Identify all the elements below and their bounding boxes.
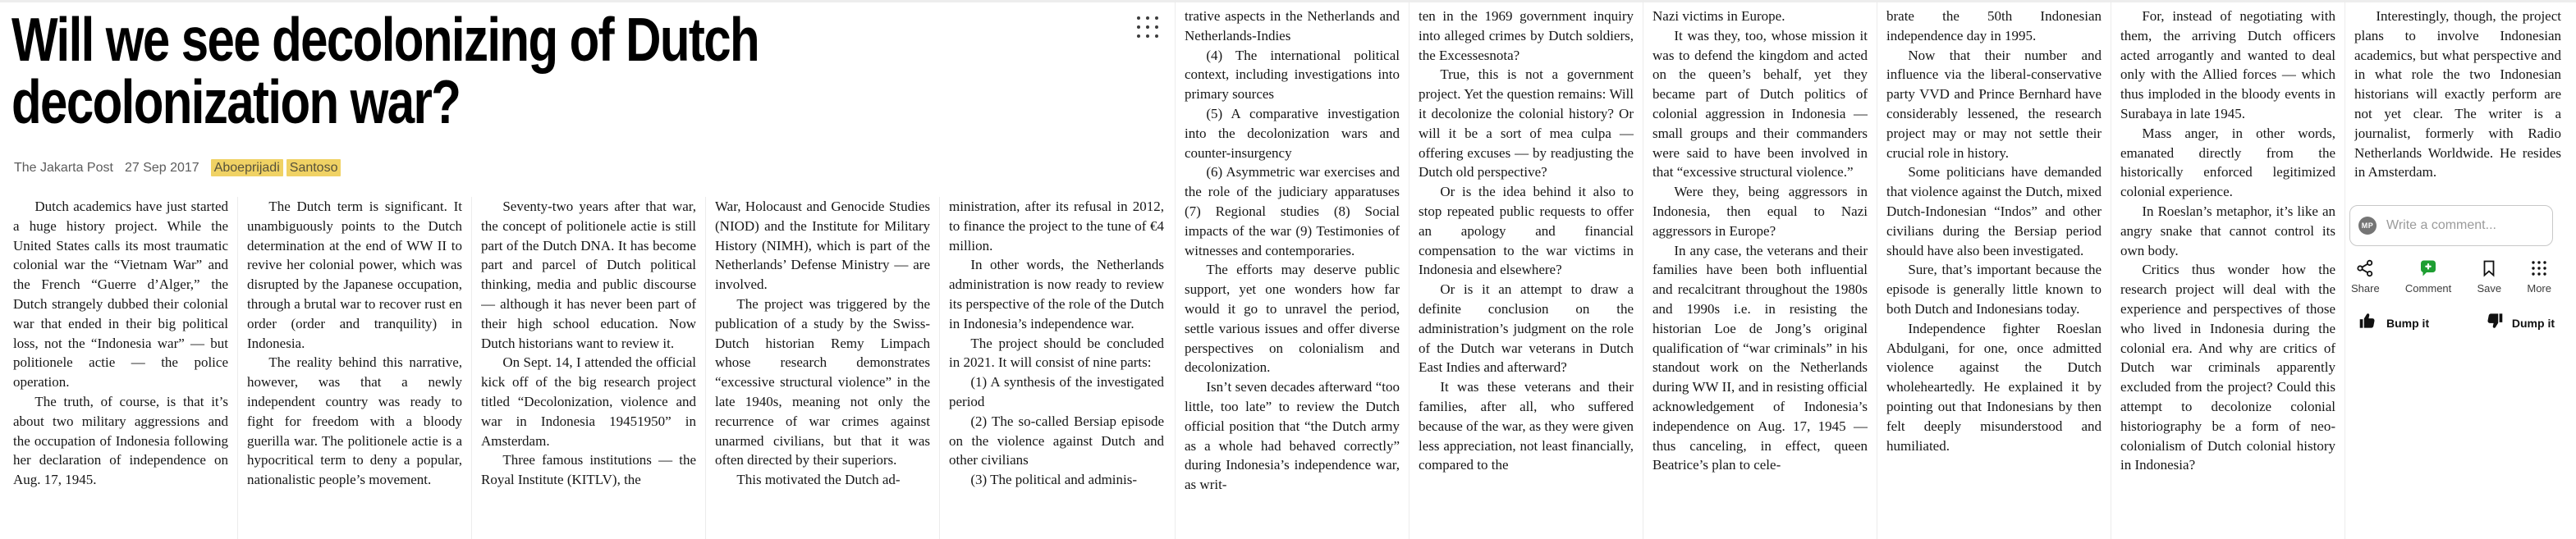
paragraph: The efforts may deserve public support, yet one wonders how far would it go to unravel the period, settle various issues and offer diverse perspectives on colonialism and decolonization. (1185, 262, 1400, 376)
paragraph: Or is it an attempt to draw a definite conclusion on the administration’s judgment on the role of the Dutch war veterans in Dutch East Indies and afterward? (1419, 281, 1634, 376)
vote-row (2358, 310, 2555, 336)
top-edge-divider (0, 0, 2576, 2)
dump-it-label: Dump it (2511, 316, 2555, 330)
paragraph: (6) Asymmetric war exercises and the role of the judiciary apparatuses (7) Regional studies (8) Social impacts of the war (9) Testimonies of witnesses and contemporaries. (1185, 164, 1400, 258)
share-button[interactable] (2351, 258, 2380, 295)
paragraph: (1) A synthesis of the investigated period (949, 374, 1164, 409)
paragraph: True, this is not a government project. Yet the question remains: Will it decolonize the colonial history? Or will it be a sort of mea culpa — offering excuses — by readjusting the Dutch old perspective? (1419, 66, 1634, 180)
paragraph: (3) The political and adminis- (970, 472, 1138, 488)
drag-handle-icon[interactable] (1137, 16, 1158, 38)
thumbs-up-icon (2358, 310, 2379, 336)
comment-input-box[interactable] (2349, 205, 2553, 246)
byline-author-first-highlight: Aboeprijadi (211, 159, 283, 176)
more-label: More (2527, 282, 2551, 295)
paragraph: Critics thus wonder how the research project will deal with the experience and perspectives of those who lived in Indonesia during the colonial era. And why are critics of Dutch war criminals apparently excluded from the project? Could this attempt to decolonize colonial historiography be a form of neo-colonialism of Dutch colonial history in Indonesia? (2120, 262, 2335, 473)
avatar: MP (2358, 217, 2377, 235)
column-divider (237, 197, 238, 539)
byline-source: The Jakarta Post (14, 161, 113, 175)
paragraph: Three famous institutions — the Royal Institute (KITLV), the (481, 452, 696, 488)
paragraph: Isn’t seven decades afterward “too little, too late” to review the Dutch official position that “the Dutch army as a whole had behaved correctly” during Indonesia’s independence war, as writ- (1185, 379, 1400, 493)
paragraph: For, instead of negotiating with them, the arriving Dutch officers acted arrogantly and wanted to deal only with the Allied forces — which thus imploded in the bloody events in Surabaya in late 1945. (2120, 8, 2335, 121)
article-column (1652, 7, 1868, 539)
article-column (247, 197, 462, 539)
paragraph: War, Holocaust and Genocide Studies (NIOD) and the Institute for Military History (NIMH), which is part of the Netherlands’ Defense Ministry — are involved. (715, 199, 930, 293)
paragraph: It was these veterans and their families, after all, who suffered because of the war, as they were given less appreciation, not least financially, compared to the (1419, 379, 1634, 473)
article-column (2354, 7, 2561, 197)
paragraph: In Roeslan’s metaphor, it’s like an angry snake that cannot control its own body. (2120, 203, 2335, 258)
paragraph: In any case, the veterans and their families have been both influential and recalcitrant throughout the 1980s and 1990s i.e. in resisting the historian Loe de Jong’s original qualification of “war criminals” in his standout work on the Netherlands during WW II, and in resisting official acknowledgement of Indonesia’s independence on Aug. 17, 1945 — thus canceling, in effect, queen Beatrice’s plan to cele- (1652, 242, 1868, 473)
article-column (481, 197, 696, 539)
paragraph: In other words, the Netherlands administration is now ready to review its perspective of the role of the Dutch in Indonesia’s independence war. (949, 257, 1164, 331)
dump-it-button[interactable] (2483, 310, 2555, 336)
paragraph: Some politicians have demanded that violence against the Dutch, mixed Dutch-Indonesian “Indos” and other civilians during the Bersiap period should have also been investigated. (1886, 164, 2102, 258)
page-title (11, 5, 878, 136)
bump-it-button[interactable] (2358, 310, 2429, 336)
article-column (949, 197, 1164, 539)
article-column (2120, 7, 2335, 539)
paragraph: The project was triggered by the publication of a study by the Swiss-Dutch historian Remy Limpach whose research demonstrates “excessive structural violence” in the late 1940s, meaning not only the recurrence of war crimes against unarmed civilians, but that it was often directed by their superiors. (715, 295, 930, 468)
paragraph: It was they, too, whose mission it was to defend the kingdom and acted on the queen’s behalf, yet they became part of Dutch politics of colonial aggression in Indonesia — small groups and their commanders were said to have been involved in that “excessive structural violence.” (1652, 27, 1868, 180)
page-title-line2: decolonization war? (11, 67, 461, 136)
bookmark-icon (2479, 258, 2499, 279)
byline-author-last-highlight: Santoso (286, 159, 341, 176)
paragraph: Were they, being aggressors in Indonesia, then equal to Nazi aggressors in Europe? (1652, 184, 1868, 239)
paragraph: On Sept. 14, I attended the official kick off of the big research project titled “Decolonization, violence and war in Indonesia 19451950” in Amsterdam. (481, 354, 696, 449)
share-icon (2355, 258, 2375, 279)
paragraph: The truth, of course, is that it’s about two military aggressions and the occupation of Indonesia following her declaration of independence on Aug. 17, 1945. (13, 393, 228, 488)
paragraph: ministration, after its refusal in 2012, to finance the project to the tune of €4 million. (949, 199, 1164, 254)
paragraph: brate the 50th Indonesian independence day in 1995. (1886, 8, 2102, 43)
paragraph: (4) The international political context, including investigations into primary sources (1185, 47, 1400, 103)
paragraph: Now that their number and influence via the liberal-conservative party VVD and Prince Bernhard have considerably lessened, the research project may or may not settle their crucial role in history. (1886, 47, 2102, 161)
paragraph: Seventy-two years after that war, the concept of politionele actie is still part of the Dutch DNA. It has become part and parcel of Dutch political thinking, media and public discourse — although it has never been part of their high school education. Now Dutch historians want to review it. (481, 199, 696, 351)
paragraph: trative aspects in the Netherlands and Netherlands-Indies (1185, 8, 1400, 43)
paragraph: Or is the idea behind it also to stop repeated public requests to offer an apology and financial compensation to the war victims in Indonesia and elsewhere? (1419, 184, 1634, 278)
comment-label: Comment (2404, 282, 2452, 295)
comment-plus-icon (2418, 258, 2439, 279)
article-column (1185, 7, 1400, 539)
column-divider (705, 197, 706, 539)
paragraph: The reality behind this narrative, however, was that a newly independent country was ready to fight for freedom with a bloody guerilla war. The politionele actie is a hypocritical term to deny a popular, nationalistic people’s movement. (247, 354, 462, 488)
article-column (1419, 7, 1634, 539)
byline-date: 27 Sep 2017 (124, 161, 199, 175)
paragraph: Sure, that’s important because the episode is generally little known to both Dutch and Indonesians today. (1886, 262, 2102, 317)
column-divider (939, 197, 940, 539)
more-button[interactable] (2527, 258, 2551, 295)
page-title-line1: Will we see decolonizing of Dutch (11, 5, 759, 74)
paragraph: The Dutch term is significant. It unambiguously points to the Dutch determination at the end of WW II to revive her colonial power, which was disrupted by the Japanese occupation, through a brutal war to recover rust en order (order and tranquility) in Indonesia. (247, 199, 462, 351)
article-column (13, 197, 228, 539)
paragraph: ten in the 1969 government inquiry into alleged crimes by Dutch soldiers, the Excessesnota? (1419, 8, 1634, 63)
comment-input[interactable] (2385, 217, 2544, 234)
save-button[interactable] (2477, 258, 2502, 295)
grid-dots-icon (2529, 258, 2549, 279)
paragraph: This motivated the Dutch ad- (736, 472, 901, 488)
article-column (715, 197, 930, 539)
bump-it-label: Bump it (2386, 316, 2430, 330)
more-options-label: Save (2477, 282, 2502, 295)
column-divider (471, 197, 472, 539)
thumbs-down-icon (2483, 310, 2505, 336)
share-label: Share (2351, 282, 2380, 295)
paragraph: Independence fighter Roeslan Abdulgani, for one, once admitted violence against the Dutch wholeheartedly. He explained it by pointing out that Indonesians by then felt deeply misunderstood and humiliated. (1886, 320, 2102, 454)
column-divider (1175, 0, 1176, 539)
paragraph: Nazi victims in Europe. (1652, 8, 1785, 24)
article-column (1886, 7, 2102, 539)
comment-button[interactable] (2405, 258, 2451, 295)
article-actions (2348, 258, 2555, 295)
paragraph: Dutch academics have just started a huge history project. While the United States calls its most traumatic colonial war the “Vietnam War” and the French “Guerre d’Alger,” the Dutch strangely dubbed their colonial war that ended in their big political loss, not the “Indonesia war” — but politionele actie — the police operation. (13, 199, 228, 391)
paragraph: Interestingly, though, the project plans to involve Indonesian academics, but what perspective and in what role the two Indonesian historians will exactly perform are not yet clear. The writer is a journalist, formerly with Radio Netherlands Worldwide. He resides in Amsterdam. (2354, 8, 2561, 180)
paragraph: Mass anger, in other words, emanated directly from the historically enforced legitimized colonial experience. (2120, 125, 2335, 200)
paragraph: (2) The so-called Bersiap episode on the violence against Dutch and other civilians (949, 413, 1164, 468)
paragraph: The project should be concluded in 2021. It will consist of nine parts: (949, 335, 1164, 371)
paragraph: (5) A comparative investigation into the decolonization wars and counter-insurgency (1185, 105, 1400, 161)
byline (14, 161, 341, 176)
